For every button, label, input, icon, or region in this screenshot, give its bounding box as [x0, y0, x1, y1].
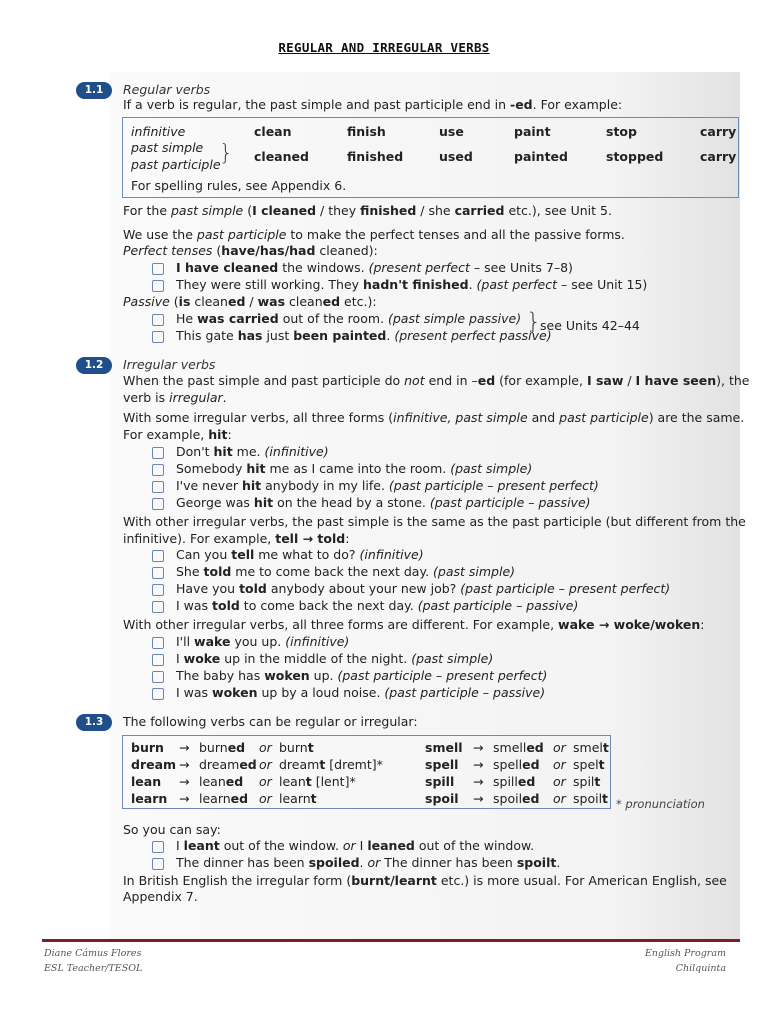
- verb-irregular-form: dreamt [dremt]*: [279, 757, 383, 772]
- text-run: :: [227, 427, 232, 442]
- example-bullet-icon: [152, 263, 164, 275]
- footer-rule: [42, 939, 740, 942]
- verb-regular-form: leaned: [199, 774, 244, 789]
- example-sentence: [176, 461, 532, 476]
- example-bullet-icon: [152, 280, 164, 292]
- text-run: hit: [213, 444, 233, 459]
- tell-intro-line-1: [123, 514, 746, 529]
- pronunciation-note: * pronunciation: [616, 797, 705, 811]
- text-run: etc.) is more usual. For American English, see: [436, 873, 727, 888]
- verb-irregular-form: spilt: [573, 774, 601, 789]
- verb-cell: carry: [700, 149, 737, 164]
- text-run: hit: [253, 495, 274, 510]
- example-sentence: [176, 651, 493, 666]
- verb-cell: painted: [514, 149, 568, 164]
- arrow-icon: →: [179, 774, 190, 789]
- verb-cell: carry: [700, 124, 737, 139]
- text-run: me as I came into the room.: [265, 461, 451, 476]
- text-run: For example,: [123, 427, 209, 442]
- text-run: (past participle – present perfect): [388, 478, 599, 493]
- text-run: I: [176, 651, 184, 666]
- verb-cell: finish: [347, 124, 386, 139]
- text-run: woken: [212, 685, 258, 700]
- text-run: (infinitive): [285, 634, 350, 649]
- example-sentence: [176, 478, 599, 493]
- text-run: hit: [246, 461, 266, 476]
- text-run: (past participle – present perfect): [337, 668, 548, 683]
- text-run: (past simple): [450, 461, 533, 476]
- or-text: or: [259, 757, 272, 772]
- verb-infinitive: spoil: [425, 791, 459, 806]
- section-badge: 1.1: [76, 82, 112, 99]
- text-run: the windows.: [278, 260, 369, 275]
- verb-irregular-form: learnt: [279, 791, 317, 806]
- text-run: They were still working. They: [176, 277, 364, 292]
- arrow-icon: →: [473, 757, 484, 772]
- example-bullet-icon: [152, 654, 164, 666]
- example-sentence: [176, 311, 521, 326]
- irregular-intro-line-2: [123, 390, 227, 405]
- text-run: cleaned):: [315, 243, 378, 258]
- text-run: past participle: [559, 410, 649, 425]
- verb-regular-form: spelled: [493, 757, 540, 772]
- example-sentence: [176, 634, 349, 649]
- example-sentence: [176, 668, 547, 683]
- text-run: etc.):: [340, 294, 377, 309]
- arrow-icon: →: [179, 740, 190, 755]
- verb-cell: used: [439, 149, 473, 164]
- text-run: / she: [416, 203, 455, 218]
- text-run: The dinner has been: [380, 855, 517, 870]
- past-simple-line: [123, 203, 612, 218]
- text-run: out of the window.: [219, 838, 343, 853]
- text-run: With some irregular verbs, all three forms (: [123, 410, 394, 425]
- text-run: is: [178, 294, 191, 309]
- text-run: I have seen: [635, 373, 717, 388]
- or-text: or: [553, 740, 566, 755]
- example-bullet-icon: [152, 601, 164, 613]
- text-run: :: [345, 531, 350, 546]
- text-run: wake: [194, 634, 231, 649]
- text-run: I saw: [586, 373, 624, 388]
- text-run: With other irregular verbs, the past simple is the same as the past participle (but different from the: [123, 514, 746, 529]
- text-run: woke: [183, 651, 221, 666]
- british-note-line-2: [123, 889, 198, 904]
- passive-brace: }: [526, 308, 542, 336]
- text-run: (past simple passive): [387, 311, 522, 326]
- text-run: (past perfect: [476, 277, 558, 292]
- text-run: (present perfect passive): [394, 328, 552, 343]
- text-run: spoilt: [516, 855, 557, 870]
- footer-company: Chilquinta: [675, 963, 726, 974]
- text-run: verb is: [123, 390, 170, 405]
- text-run: (infinitive): [264, 444, 329, 459]
- text-run: have/has/had: [221, 243, 316, 258]
- example-bullet-icon: [152, 584, 164, 596]
- example-bullet-icon: [152, 841, 164, 853]
- text-run: up.: [309, 668, 338, 683]
- text-run: you up.: [230, 634, 286, 649]
- text-run: irregular: [169, 390, 223, 405]
- example-sentence: [176, 328, 552, 343]
- text-run: .: [556, 855, 561, 870]
- or-text: or: [259, 740, 272, 755]
- text-run: She: [176, 564, 204, 579]
- text-run: past participle: [196, 227, 287, 242]
- example-sentence: [176, 838, 534, 853]
- text-run: ) are the same.: [648, 410, 745, 425]
- text-run: etc.), see Unit 5.: [504, 203, 612, 218]
- text-run: hit: [242, 478, 262, 493]
- verb-cell: finished: [347, 149, 404, 164]
- arrow-icon: →: [473, 774, 484, 789]
- spelling-note: For spelling rules, see Appendix 6.: [131, 178, 347, 193]
- text-run: (infinitive): [359, 547, 424, 562]
- text-run: to make the perfect tenses and all the passive forms.: [286, 227, 625, 242]
- verb-cell: stop: [606, 124, 637, 139]
- wake-intro: [123, 617, 705, 632]
- example-bullet-icon: [152, 637, 164, 649]
- verb-infinitive: dream: [131, 757, 177, 772]
- footer-author: Diane Cámus Flores: [44, 948, 142, 959]
- text-run: out of the window.: [414, 838, 535, 853]
- text-run: I'll: [176, 634, 195, 649]
- text-run: The dinner has been: [176, 855, 309, 870]
- text-run: infinitive, past simple: [393, 410, 528, 425]
- verb-cell: paint: [514, 124, 551, 139]
- section-title: The following verbs can be regular or irregular:: [123, 714, 418, 729]
- verb-infinitive: lean: [131, 774, 162, 789]
- text-run: I cleaned: [252, 203, 317, 218]
- text-run: (past participle – passive): [417, 598, 579, 613]
- arrow-icon: →: [179, 757, 190, 772]
- text-run: past simple: [171, 203, 244, 218]
- tell-intro-line-2: [123, 531, 349, 546]
- text-run: I have cleaned: [176, 260, 279, 275]
- example-sentence: [176, 581, 670, 596]
- example-sentence: [176, 547, 424, 562]
- text-run: or: [342, 838, 356, 853]
- text-run: just: [262, 328, 294, 343]
- verb-cell: clean: [254, 124, 292, 139]
- label-past-simple: past simple: [131, 140, 204, 155]
- text-run: to come back the next day.: [239, 598, 418, 613]
- verb-infinitive: smell: [425, 740, 463, 755]
- text-run: clean: [190, 294, 228, 309]
- section-title: Irregular verbs: [123, 357, 216, 372]
- text-run: woken: [264, 668, 310, 683]
- text-run: Can you: [176, 547, 232, 562]
- verb-irregular-form: spoilt: [573, 791, 609, 806]
- text-run: When the past simple and past participle do: [123, 373, 405, 388]
- text-run: not: [404, 373, 425, 388]
- text-run: was: [257, 294, 286, 309]
- text-run: He: [176, 311, 198, 326]
- text-run: George was: [176, 495, 254, 510]
- text-run: up in the middle of the night.: [220, 651, 412, 666]
- text-run: told: [212, 598, 240, 613]
- past-participle-line: [123, 227, 625, 242]
- text-run: (past participle – passive): [384, 685, 546, 700]
- text-run: leaned: [367, 838, 415, 853]
- text-run: leant: [183, 838, 220, 853]
- text-run: been painted: [293, 328, 387, 343]
- text-run: In British English the irregular form (: [123, 873, 352, 888]
- verb-infinitive: burn: [131, 740, 164, 755]
- text-run: me to come back the next day.: [231, 564, 434, 579]
- text-run: clean: [285, 294, 323, 309]
- text-run: anybody in my life.: [261, 478, 389, 493]
- verb-regular-form: burned: [199, 740, 246, 755]
- perfect-tenses-heading: [123, 243, 378, 258]
- verb-regular-form: learned: [199, 791, 249, 806]
- text-run: (past participle – present perfect): [460, 581, 671, 596]
- text-run: wake → woke/woken: [558, 617, 701, 632]
- text-run: – see Units 7–8): [469, 260, 573, 275]
- text-run: or: [367, 855, 381, 870]
- passive-heading: [123, 294, 377, 309]
- text-run: tell → told: [275, 531, 346, 546]
- text-run: This gate: [176, 328, 238, 343]
- text-run: told: [203, 564, 232, 579]
- text-run: (past simple): [433, 564, 516, 579]
- footer-role: ESL Teacher/TESOL: [44, 963, 143, 974]
- text-run: For the: [123, 203, 171, 218]
- text-run: I was: [176, 685, 213, 700]
- verb-infinitive: spell: [425, 757, 459, 772]
- verb-cell: use: [439, 124, 464, 139]
- arrow-icon: →: [179, 791, 190, 806]
- example-bullet-icon: [152, 314, 164, 326]
- section-badge: 1.2: [76, 357, 112, 374]
- text-run: (for example,: [495, 373, 587, 388]
- verb-cell: stopped: [606, 149, 664, 164]
- example-bullet-icon: [152, 550, 164, 562]
- arrow-icon: →: [473, 740, 484, 755]
- irregular-intro-line-1: [123, 373, 750, 388]
- or-text: or: [259, 774, 272, 789]
- text-run: /: [623, 373, 636, 388]
- example-sentence: [176, 685, 545, 700]
- example-sentence: [176, 444, 329, 459]
- text-run: out of the room.: [278, 311, 388, 326]
- text-run: spoiled: [308, 855, 360, 870]
- verb-irregular-form: smelt: [573, 740, 609, 755]
- footer-program: English Program: [644, 948, 726, 959]
- text-run: .: [222, 390, 227, 405]
- section-title: Regular verbs: [123, 82, 211, 97]
- table-brace: }: [219, 141, 233, 166]
- text-run: The baby has: [176, 668, 265, 683]
- text-run: hit: [208, 427, 228, 442]
- text-run: anybody about your new job?: [266, 581, 461, 596]
- text-run: burnt/learnt: [351, 873, 437, 888]
- or-text: or: [553, 791, 566, 806]
- verb-irregular-form: burnt: [279, 740, 314, 755]
- text-run: me.: [232, 444, 265, 459]
- text-run: hadn't finished: [363, 277, 469, 292]
- example-sentence: [176, 855, 560, 870]
- text-run: told: [239, 581, 267, 596]
- verb-regular-form: spilled: [493, 774, 536, 789]
- text-run: (: [243, 203, 253, 218]
- example-bullet-icon: [152, 498, 164, 510]
- arrow-icon: →: [473, 791, 484, 806]
- text-run: ed: [227, 294, 246, 309]
- text-run: me what to do?: [254, 547, 360, 562]
- example-bullet-icon: [152, 858, 164, 870]
- text-run: has: [237, 328, 263, 343]
- text-run: Passive: [123, 294, 170, 309]
- or-text: or: [553, 774, 566, 789]
- example-sentence: [176, 495, 591, 510]
- verb-infinitive: learn: [131, 791, 168, 806]
- text-run: carried: [454, 203, 505, 218]
- text-run: Somebody: [176, 461, 247, 476]
- regular-intro: If a verb is regular, the past simple and past participle end in -ed. For example:: [123, 97, 623, 112]
- verb-regular-form: spoiled: [493, 791, 540, 806]
- text-run: Appendix 7.: [123, 889, 198, 904]
- british-note-line-1: [123, 873, 727, 888]
- page-title: REGULAR AND IRREGULAR VERBS: [278, 40, 490, 55]
- example-sentence: [176, 598, 578, 613]
- text-run: /: [245, 294, 258, 309]
- text-run: end in –: [424, 373, 478, 388]
- text-run: ed: [322, 294, 341, 309]
- text-run: I was: [176, 598, 213, 613]
- label-past-participle: past participle: [131, 157, 221, 172]
- text-run: I've never: [176, 478, 242, 493]
- example-bullet-icon: [152, 464, 164, 476]
- text-run: finished: [360, 203, 417, 218]
- section-badge: 1.3: [76, 714, 112, 731]
- example-bullet-icon: [152, 447, 164, 459]
- so-you-can-say: So you can say:: [123, 822, 221, 837]
- text-run: – see Unit 15): [557, 277, 648, 292]
- text-run: I: [176, 838, 184, 853]
- text-run: tell: [231, 547, 255, 562]
- text-run: (: [169, 294, 179, 309]
- verb-regular-form: dreamed: [199, 757, 257, 772]
- example-bullet-icon: [152, 567, 164, 579]
- text-run: .: [468, 277, 477, 292]
- text-run: .: [359, 855, 368, 870]
- text-run: I: [355, 838, 368, 853]
- text-run: and: [527, 410, 560, 425]
- text-run: / they: [316, 203, 361, 218]
- text-run: Don't: [176, 444, 214, 459]
- example-bullet-icon: [152, 688, 164, 700]
- example-bullet-icon: [152, 481, 164, 493]
- text-run: :: [700, 617, 705, 632]
- verb-regular-form: smelled: [493, 740, 544, 755]
- example-bullet-icon: [152, 671, 164, 683]
- example-bullet-icon: [152, 331, 164, 343]
- example-sentence: [176, 277, 647, 292]
- text-run: ), the: [716, 373, 750, 388]
- text-run: (past simple): [411, 651, 494, 666]
- example-sentence: [176, 260, 573, 275]
- text-run: Have you: [176, 581, 240, 596]
- verb-irregular-form: spelt: [573, 757, 605, 772]
- text-run: (past participle – passive): [429, 495, 591, 510]
- text-run: Perfect tenses: [123, 243, 213, 258]
- verb-irregular-form: leant [lent]*: [279, 774, 356, 789]
- text-run: (: [212, 243, 222, 258]
- hit-intro-line-1: [123, 410, 744, 425]
- or-text: or: [553, 757, 566, 772]
- text-run: (present perfect: [368, 260, 470, 275]
- text-run: infinitive). For example,: [123, 531, 276, 546]
- text-run: up by a loud noise.: [257, 685, 385, 700]
- text-run: With other irregular verbs, all three forms are different. For example,: [123, 617, 559, 632]
- text-run: We use the: [123, 227, 197, 242]
- verb-cell: cleaned: [254, 149, 309, 164]
- text-run: was carried: [197, 311, 279, 326]
- passive-reference: see Units 42–44: [540, 318, 640, 333]
- verb-infinitive: spill: [425, 774, 455, 789]
- or-text: or: [259, 791, 272, 806]
- text-run: on the head by a stone.: [273, 495, 430, 510]
- hit-intro-line-2: [123, 427, 232, 442]
- text-run: .: [386, 328, 395, 343]
- label-infinitive: infinitive: [131, 124, 186, 139]
- text-run: ed: [477, 373, 496, 388]
- example-sentence: [176, 564, 515, 579]
